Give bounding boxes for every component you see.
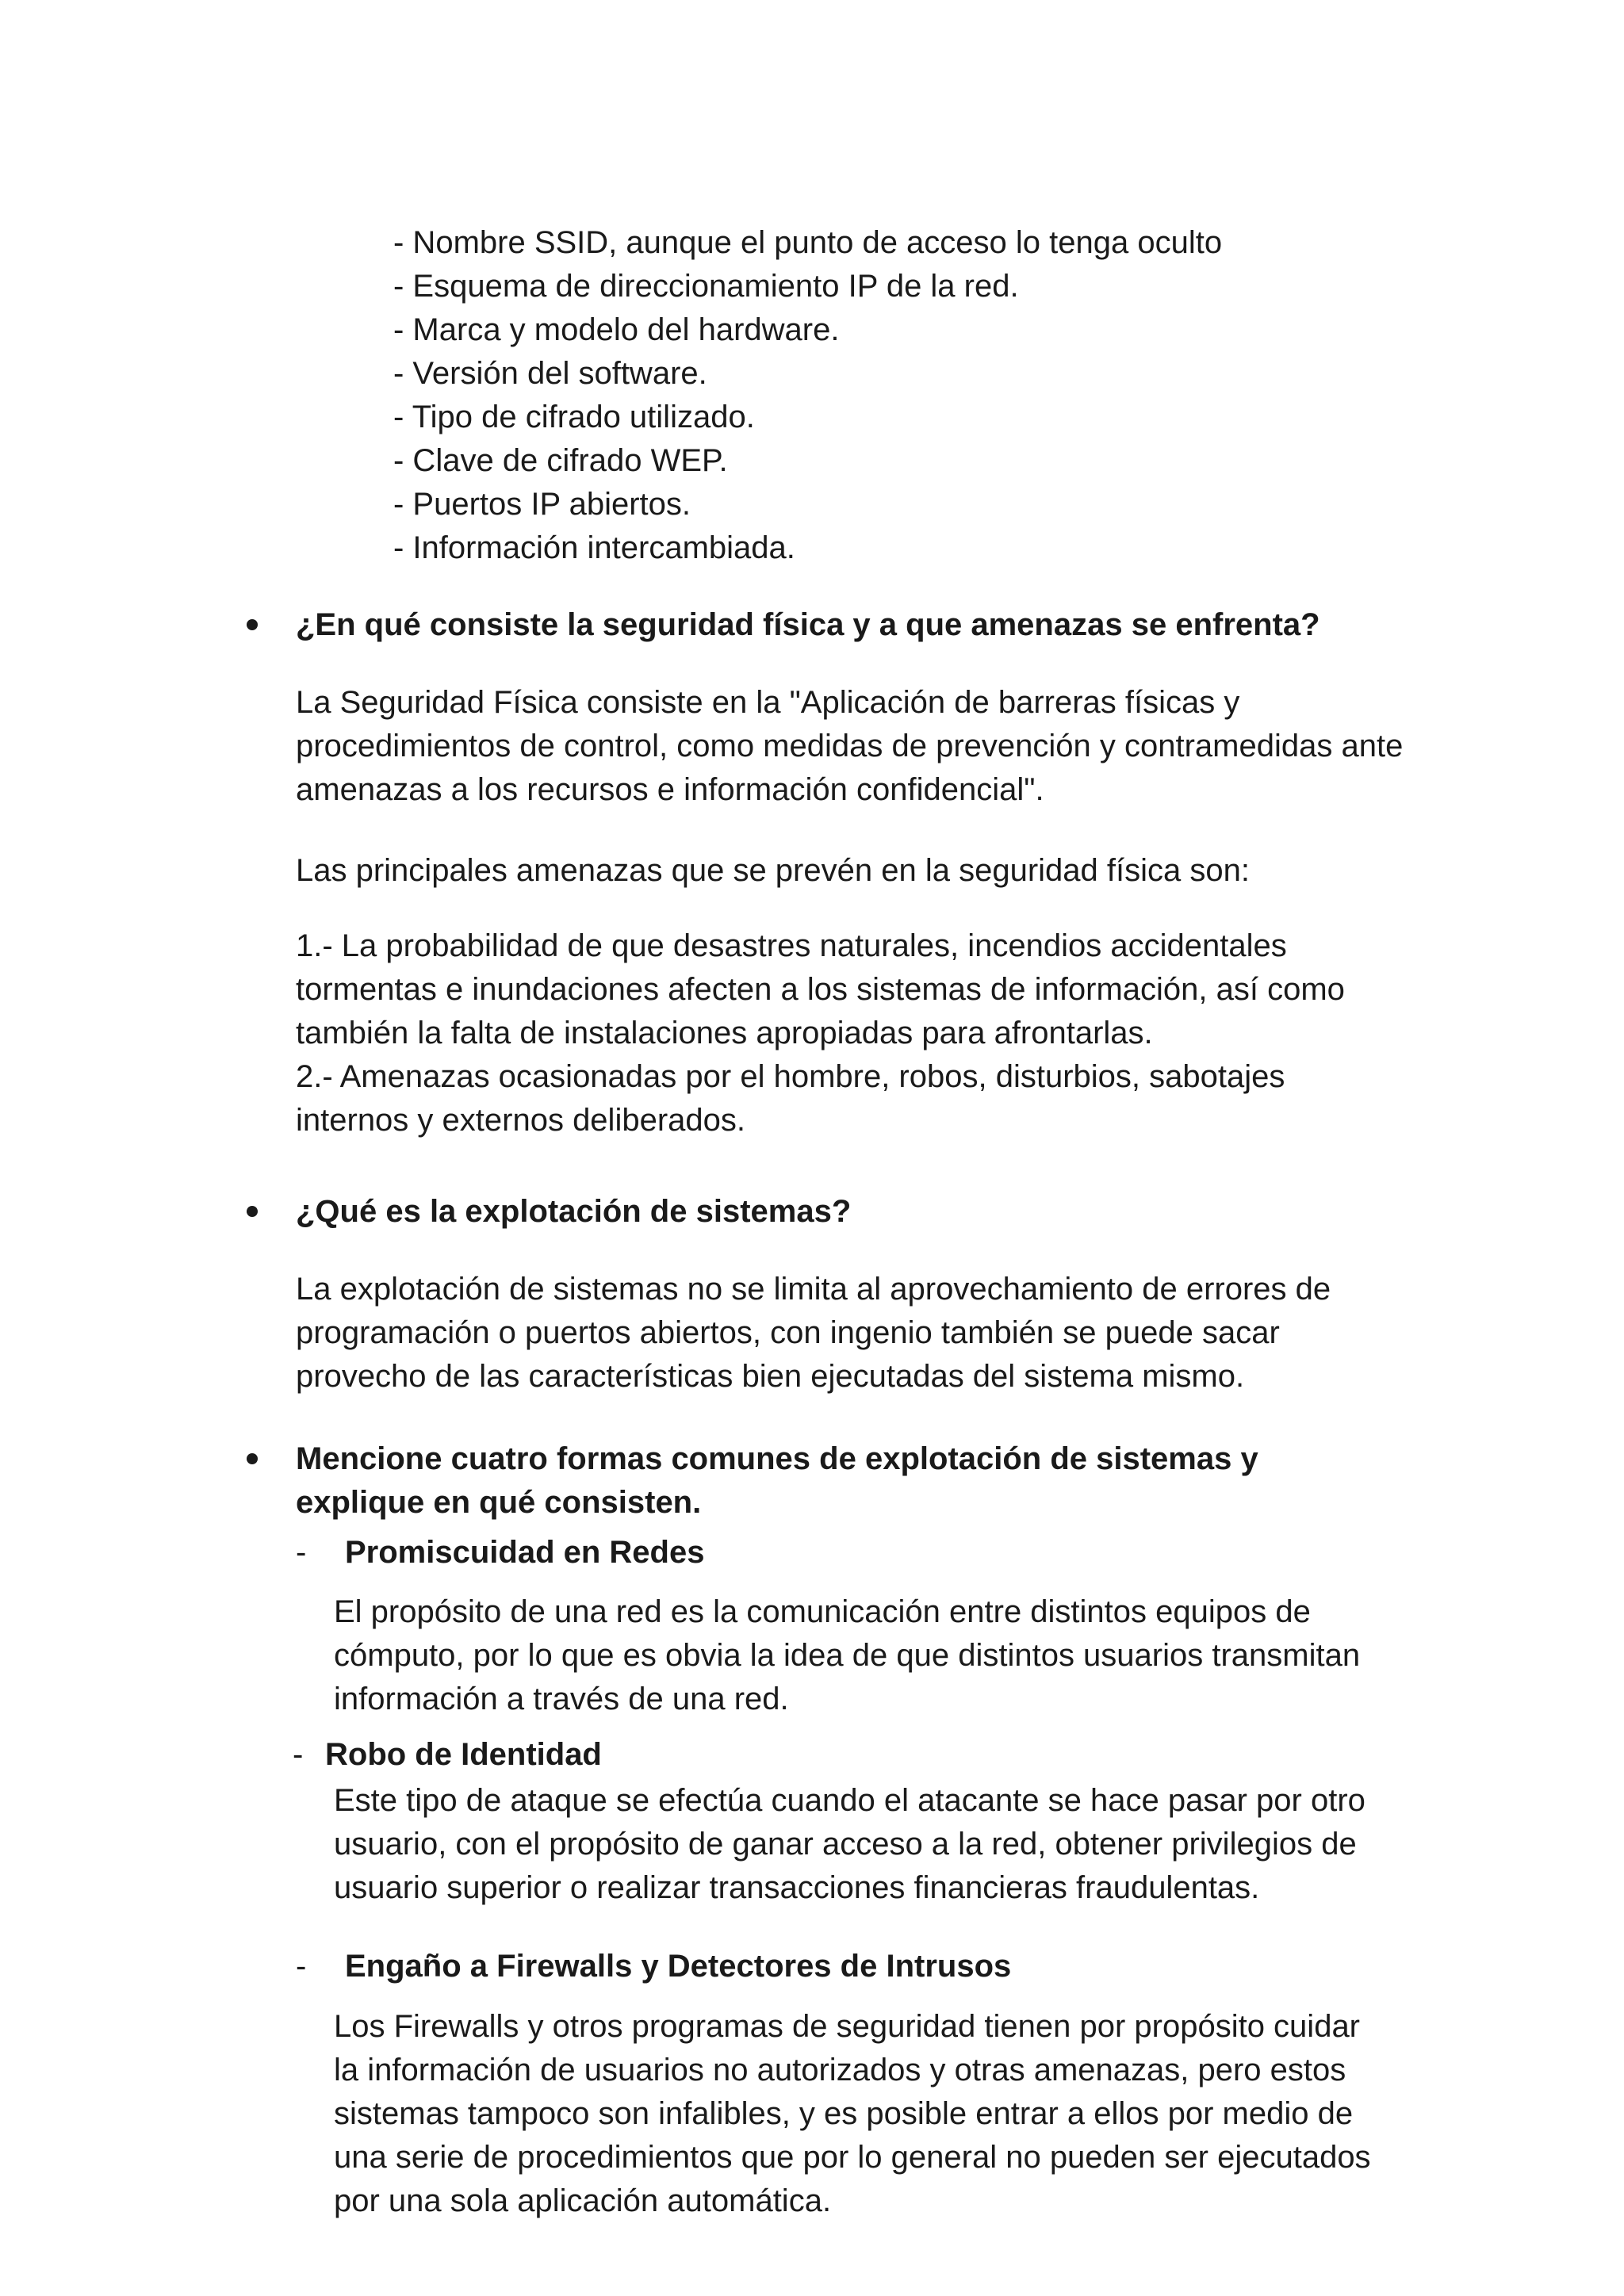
intro-list-item: - Versión del software.: [393, 356, 707, 391]
item-title: Engaño a Firewalls y Detectores de Intrusos: [345, 1949, 1012, 1984]
definition-line: La Seguridad Física consiste en la "Aplicación de barreras físicas y: [296, 685, 1240, 720]
threat-line: también la falta de instalaciones apropiadas para afrontarlas.: [296, 1016, 1153, 1050]
item-text-line: Este tipo de ataque se efectúa cuando el atacante se hace pasar por otro: [334, 1783, 1365, 1818]
item-dash: -: [296, 1949, 307, 1984]
bullet-icon: [247, 619, 258, 630]
answer-line: provecho de las características bien ejecutadas del sistema mismo.: [296, 1359, 1245, 1394]
definition-line: amenazas a los recursos e información confidencial".: [296, 772, 1044, 807]
item-dash: -: [296, 1535, 307, 1570]
question-heading: Mencione cuatro formas comunes de explotación de sistemas y: [296, 1441, 1258, 1476]
question-heading: ¿En qué consiste la seguridad física y a que amenazas se enfrenta?: [296, 607, 1320, 642]
item-text-line: por una sola aplicación automática.: [334, 2183, 832, 2218]
item-dash: -: [293, 1737, 304, 1772]
intro-list-item: - Esquema de direccionamiento IP de la red.: [393, 269, 1019, 304]
item-text-line: información a través de una red.: [334, 1682, 789, 1716]
threat-line: 1.- La probabilidad de que desastres naturales, incendios accidentales: [296, 928, 1287, 963]
item-text-line: la información de usuarios no autorizados y otras amenazas, pero estos: [334, 2053, 1346, 2087]
item-title: Promiscuidad en Redes: [345, 1535, 705, 1570]
answer-line: programación o puertos abiertos, con ingenio también se puede sacar: [296, 1315, 1280, 1350]
item-text-line: Los Firewalls y otros programas de seguridad tienen por propósito cuidar: [334, 2009, 1361, 2044]
question-heading: ¿Qué es la explotación de sistemas?: [296, 1194, 852, 1229]
intro-list-item: - Nombre SSID, aunque el punto de acceso lo tenga oculto: [393, 225, 1223, 260]
intro-list-item: - Marca y modelo del hardware.: [393, 312, 840, 347]
item-text-line: El propósito de una red es la comunicación entre distintos equipos de: [334, 1594, 1311, 1629]
threat-line: tormentas e inundaciones afecten a los sistemas de información, así como: [296, 972, 1345, 1007]
item-title: Robo de Identidad: [325, 1737, 602, 1772]
intro-list-item: - Tipo de cifrado utilizado.: [393, 400, 755, 434]
item-text-line: usuario, con el propósito de ganar acceso a la red, obtener privilegios de: [334, 1827, 1357, 1862]
threat-line: 2.- Amenazas ocasionadas por el hombre, robos, disturbios, sabotajes: [296, 1059, 1285, 1094]
threats-intro: Las principales amenazas que se prevén en la seguridad física son:: [296, 853, 1250, 888]
intro-list-item: - Clave de cifrado WEP.: [393, 443, 728, 478]
item-text-line: sistemas tampoco son infalibles, y es posible entrar a ellos por medio de: [334, 2096, 1354, 2131]
item-text-line: una serie de procedimientos que por lo general no pueden ser ejecutados: [334, 2140, 1371, 2175]
question-heading: explique en qué consisten.: [296, 1485, 702, 1520]
definition-line: procedimientos de control, como medidas de prevención y contramedidas ante: [296, 729, 1404, 763]
intro-list-item: - Información intercambiada.: [393, 530, 795, 565]
answer-line: La explotación de sistemas no se limita al aprovechamiento de errores de: [296, 1272, 1331, 1307]
item-text-line: cómputo, por lo que es obvia la idea de que distintos usuarios transmitan: [334, 1638, 1361, 1673]
intro-list-item: - Puertos IP abiertos.: [393, 487, 691, 522]
bullet-icon: [247, 1206, 258, 1217]
item-text-line: usuario superior o realizar transacciones financieras fraudulentas.: [334, 1870, 1260, 1905]
threat-line: internos y externos deliberados.: [296, 1103, 745, 1138]
bullet-icon: [247, 1453, 258, 1464]
